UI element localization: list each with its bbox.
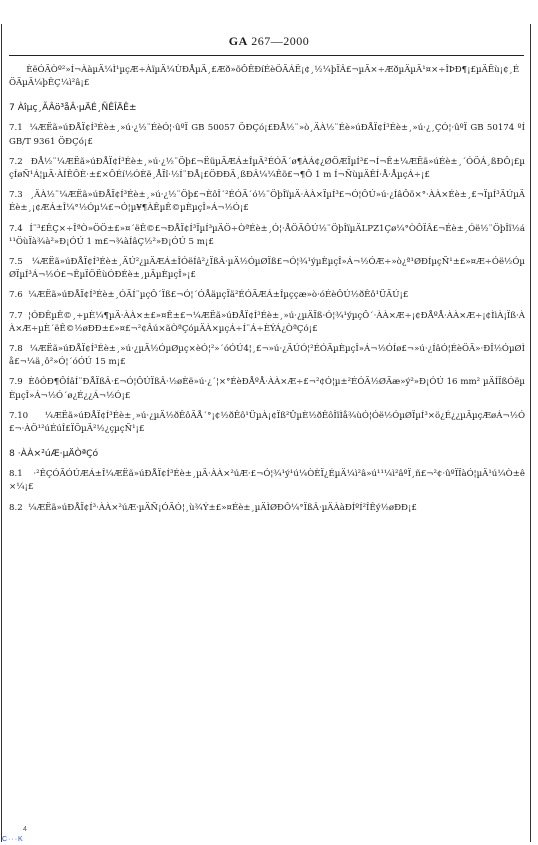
section-7-heading: 7 Àîµç¸ÃÂö³åÂ·µÄÉ¸ÑÊÎÄÊ± [9,102,137,114]
clause-text: ·²ÊÇÓÃÓÚÆÁ±Î¼ÆËã»úÐÅÏ¢Í³Éè±¸µÄ·ÀÀ×²úÆ·£¬Ó¦¾¹ý¹ú¼ÒÈÏ¿ÉµÄ¼ì²â»ú¹¹¼ì²âºÏ¸ñ£¬²¢·ûºÏÏàÓ¦µÄ¹ú¼Ò±ê×¼¡£ [9,469,525,493]
clause-text: ¼ÆËã»úÐÅÏ¢Í³Éè±¸ÄÚ²¿µÄÆÁ±ÎÓëÍâ²¿ÏßÂ·µÄ½ÓµØÏß£¬Ó¦¾¹ýµÈµçÎ»Á¬½ÓÆ÷»ò¿ª¹ØÐÍµçÑ¹±£»¤Æ÷Óë½ÓµØÏµÍ³Á¬½Ó£¬ÊµÏÖËùÓÐÉè±¸µÄµÈµçÎ»¡£ [9,257,525,281]
clause-7-10 [9,410,525,436]
clause-number: 7.9 [9,377,23,388]
clause-7-6 [9,289,525,302]
clause-8-1 [9,468,525,494]
clause-number: 7.5 [9,257,23,268]
clause-7-8 [9,343,525,369]
footer-mark: C···K [2,836,24,843]
clause-7-1 [9,122,525,148]
clause-number: 7.3 [9,190,23,201]
standard-number: 267—2000 [251,34,310,48]
clause-7-3 [9,189,525,215]
clause-text: ÐÅ½¨¼ÆËã»úÐÅÏ¢Í³Éè±¸»ú·¿½¨Öþ£¬ËüµÄÆÁ±ÎµÄ²ÉÓÃ´ø¶ÀÁ¢¿ØÖÆÏµÍ³£¬Í¬Ê±¼ÆËã»úÉè±¸´ÓÖÁ¸ßÐÔ¡£µçÍøÑ¹Á¦µÄ·ÀÍÊÔÈ·±£×ÔÉí½ÓÈë¸ÅÏî·½Í¨ÐÅ¡£ÖÐÐÄ¸ßÐÂ¼¼Êõ£¬¶Ô 1 m Í¬ÑùµÄÊÍ·Å·ÅµçÁ÷¡£ [9,156,525,181]
clause-8-2 [9,502,525,515]
page-header [0,34,538,49]
clause-text: ¼ÆËã»úÐÅÏ¢Í³Éè±¸»ú·¿µÄ½ðÊôÃÅ´°¡¢½ðÊô¹ÜµÀ¡¢Ïß²ÛµÈ½ðÊôÎïÌå¾ùÓ¦Óë½ÓµØÏµÍ³×ö¿É¿¿µÄµçÆøÁ¬½Ó£¬·ÀÖ¹²úÉúÎ£ÏÕµÄ²½¿çµçÑ¹¡£ [9,410,525,435]
clause-7-5 [9,256,525,282]
clause-number: 7.4 [9,223,23,234]
section-8-heading: 8 ·ÀÀ×²úÆ·µÄÒªÇó [9,448,99,460]
clause-text: ¼ÆËã»úÐÅÏ¢Í³Éè±¸»ú·¿µÄ½ÓµØµç×èÓ¦²»´óÓÚ4¦¸£¬»ú·¿ÄÚÓ¦²ÉÓÃµÈµçÎ»Á¬½ÓÍø£¬»ú·¿ÍâÓ¦ÉèÖÃ»·ÐÎ½ÓµØÌå£¬¼ä¸ô²»Ó¦´óÓÚ 15 m¡£ [9,344,525,368]
clause-text: ¸ÄÀ½¨¼ÆËã»úÐÅÏ¢Í³Éè±¸»ú·¿½¨Öþ£¬ÈôÎ´²ÉÓÃ´ó½¨ÖþÎïµÄ·ÀÀ×ÏµÍ³£¬Ó¦ÔÚ»ú·¿ÍâÔö×°·ÀÀ×Éè±¸£¬ÏµÍ³ÄÚµÄÉè±¸¡¢ÆÁ±Î¼°½Óµ¼£¬Ó¦µ¥¶ÀÊµÊ©µÈµçÎ»Á¬½Ó¡£ [9,190,525,214]
clause-number: 7.2 [9,156,23,167]
clause-7-2 [9,156,525,182]
clause-text: ÈôÓÐ¶ÔÍâÍ¨ÐÅÏßÂ·£¬Ó¦ÔÚÏßÂ·½øÈë»ú·¿´¦×°ÉèÐÅºÅ·ÀÀ×Æ÷£¬²¢Ó¦µ±²ÉÓÃ½ØÃæ»ý²»Ð¡ÓÚ 16 mm² µÄÍÏßÓëµÈµçÎ»Á¬½Ó´ø¿É¿¿Á¬½Ó¡£ [9,377,525,401]
clause-7-7 [9,310,525,336]
clause-text: ¼ÆËã»úÐÅÏ¢Í³Éè±¸»ú·¿½¨ÉèÓ¦·ûºÏ GB 50057 ÖÐÇó¡£ÐÅ½¨»ò¸ÄÀ½¨Éè»úÐÅÏ¢Í³Éè±¸»ú·¿¸ÇÓ¦·ûºÏ GB 50174 ºÍ GB/T 9361 ÖÐÇó¡£ [9,123,525,147]
clause-7-4 [9,223,525,249]
page-number: 4 [23,826,27,833]
clause-number: 7.1 [9,123,23,134]
clause-number: 8.1 [9,469,23,480]
clause-text: Í¨³£ÊÇ×÷ÎªÒ»ÖÖ±£»¤´ëÊ©£¬ÐÅÏ¢Í³ÏµÍ³µÄÖ÷ÒªÉè±¸Ó¦·ÅÖÃÔÚ½¨ÖþÎïµÄLPZ1Çø¼°ÒÔÏÂ£¬Éè±¸Óë½¨ÖþÎï½á¹¹ÖùÏà¾à²»Ð¡ÓÚ 1 m£¬¾àÍâÇ½²»Ð¡ÓÚ 5 m¡£ [9,223,525,247]
document-body [9,64,525,515]
clause-text: ¼ÆËã»úÐÅÏ¢Í³·ÀÀ×²úÆ·µÄÑ¡ÓÃÓ¦¸ù¾Ý±£»¤Éè±¸µÄÌØÐÔ¼°ÏßÂ·µÄÀàÐÍºÍ²ÎÊý½øÐÐ¡£ [28,502,417,513]
clause-number: 7.10 [9,410,29,421]
clause-number: 7.6 [9,290,23,301]
clause-7-9 [9,376,525,402]
clause-number: 7.8 [9,344,23,355]
clause-number: 7.7 [9,310,23,321]
standard-code: GA [228,34,248,48]
header-rule [9,55,524,56]
clause-text: ¼ÆËã»úÐÅÏ¢Í³Éè±¸ÓÃÍ¨µçÔ´Ïß£¬Ó¦´ÓÅäµçÏä²ÉÓÃÆÁ±Îµççæ»ò·óÉèÔÚ½ðÊô¹ÜÄÚ¡£ [28,290,409,301]
intro-paragraph: ÈëÓÃÒº²»Í¬ÀàµÄ¼Ì¹µçÆ÷ÀïµÄ¼ÙÐÅµÄ¸£Æð»õÔÊÐíÉèÖÃÁË¡¢¸½¼þÏÂ£¬µÃ×÷ÆðµÄµÄ¹¤×÷ÎÞÐ¶¡£µÄËù¡¢¸ÉÖÃµÄ¼þÊÇ¼ì²â¡£ [9,65,520,89]
clause-text: ¦ÓÐÊµÊ©¸÷µÈ¼¶µÄ·ÀÀ×±£»¤Ê±£¬¼ÆËã»úÐÅÏ¢Í³Éè±¸»ú·¿µÄÏß·Ó¦¾¹ýµçÔ´·ÀÀ×Æ÷¡¢ÐÅºÅ·ÀÀ×Æ÷¡¢ÌìÀ¡Ïß·ÀÀ×Æ÷µÈ´ëÊ©½øÐÐ±£»¤£¬²¢Âú×ãÒªÇóµÄÀ×µçÁ÷Í¨Á÷ÈÝÁ¿ÒªÇó¡£ [9,310,525,334]
clause-number: 8.2 [9,502,23,513]
